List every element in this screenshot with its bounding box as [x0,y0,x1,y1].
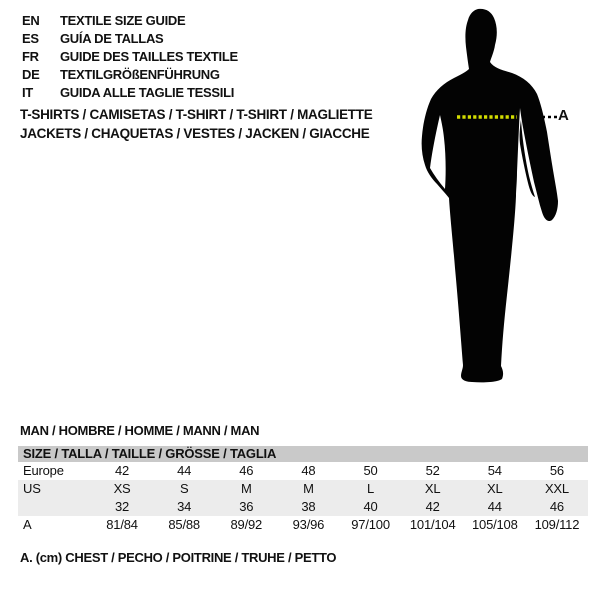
size-cell: 46 [549,499,564,514]
row-label: US [23,481,41,496]
footnote-chest-measure: A. (cm) CHEST / PECHO / POITRINE / TRUHE / PETTO [20,550,337,565]
size-cell: 46 [239,463,254,478]
language-code: FR [22,49,39,64]
language-label: GUÍA DE TALLAS [60,31,164,46]
size-cell: 32 [115,499,130,514]
size-cell: 89/92 [230,517,263,532]
size-cell: 42 [425,499,440,514]
language-row-de [22,66,238,84]
table-row-europe [18,462,588,480]
category-list [20,105,372,143]
language-row-es [22,30,238,48]
size-cell: S [179,481,189,496]
table-row-us [18,480,588,498]
size-cell: 85/88 [168,517,200,532]
size-cell: 56 [549,463,564,478]
size-table [18,446,588,534]
size-cell: M [240,481,252,496]
figure-area [390,0,600,400]
size-cell: 109/112 [534,517,580,532]
size-cell: L [367,481,375,496]
size-cell: 101/104 [409,517,456,532]
measure-label-a: A [558,107,569,124]
language-code: DE [22,67,40,82]
size-cell: 44 [487,499,502,514]
language-code: EN [22,13,40,28]
size-cell: 81/84 [106,517,138,532]
table-header: SIZE / TALLA / TAILLE / GRÖSSE / TAGLIA [18,446,588,462]
table-row-chest-a [18,516,588,534]
size-cell: 38 [301,499,316,514]
size-cell: 105/108 [472,517,518,532]
language-code: ES [22,31,39,46]
size-cell: XS [113,481,131,496]
language-label: GUIDE DES TAILLES TEXTILE [60,49,238,64]
category-line-tshirts: T-SHIRTS / CAMISETAS / T-SHIRT / T-SHIRT / MAGLIETTE [20,107,373,122]
row-label: A [23,517,32,532]
language-list [22,12,238,102]
size-cell: XXL [544,481,569,496]
language-label: TEXTILGRÖßENFÜHRUNG [60,67,220,82]
size-cell: 93/96 [292,517,325,532]
language-label: GUIDA ALLE TAGLIE TESSILI [60,85,235,100]
size-cell: 36 [239,499,254,514]
size-cell: 52 [425,463,440,478]
size-cell: 54 [487,463,502,478]
size-cell: XL [487,481,503,496]
size-cell: 40 [363,499,378,514]
section-heading-man: MAN / HOMBRE / HOMME / MANN / MAN [20,423,260,438]
language-row-it [22,84,238,102]
size-cell: 48 [301,463,316,478]
row-label: Europe [23,463,64,478]
size-cell: 97/100 [351,517,390,532]
language-row-en [22,12,238,30]
size-cell: 34 [177,499,192,514]
language-row-fr [22,48,238,66]
size-cell: 42 [115,463,130,478]
table-row-us-numeric [18,498,588,516]
size-cell: 44 [177,463,192,478]
size-cell: XL [424,481,441,496]
row-label [18,498,91,516]
size-cell: 50 [363,463,378,478]
language-label: TEXTILE SIZE GUIDE [60,13,186,28]
size-cell: M [303,481,314,496]
man-silhouette [390,0,600,400]
language-code: IT [22,85,33,100]
category-line-jackets: JACKETS / CHAQUETAS / VESTES / JACKEN / GIACCHE [20,126,370,141]
